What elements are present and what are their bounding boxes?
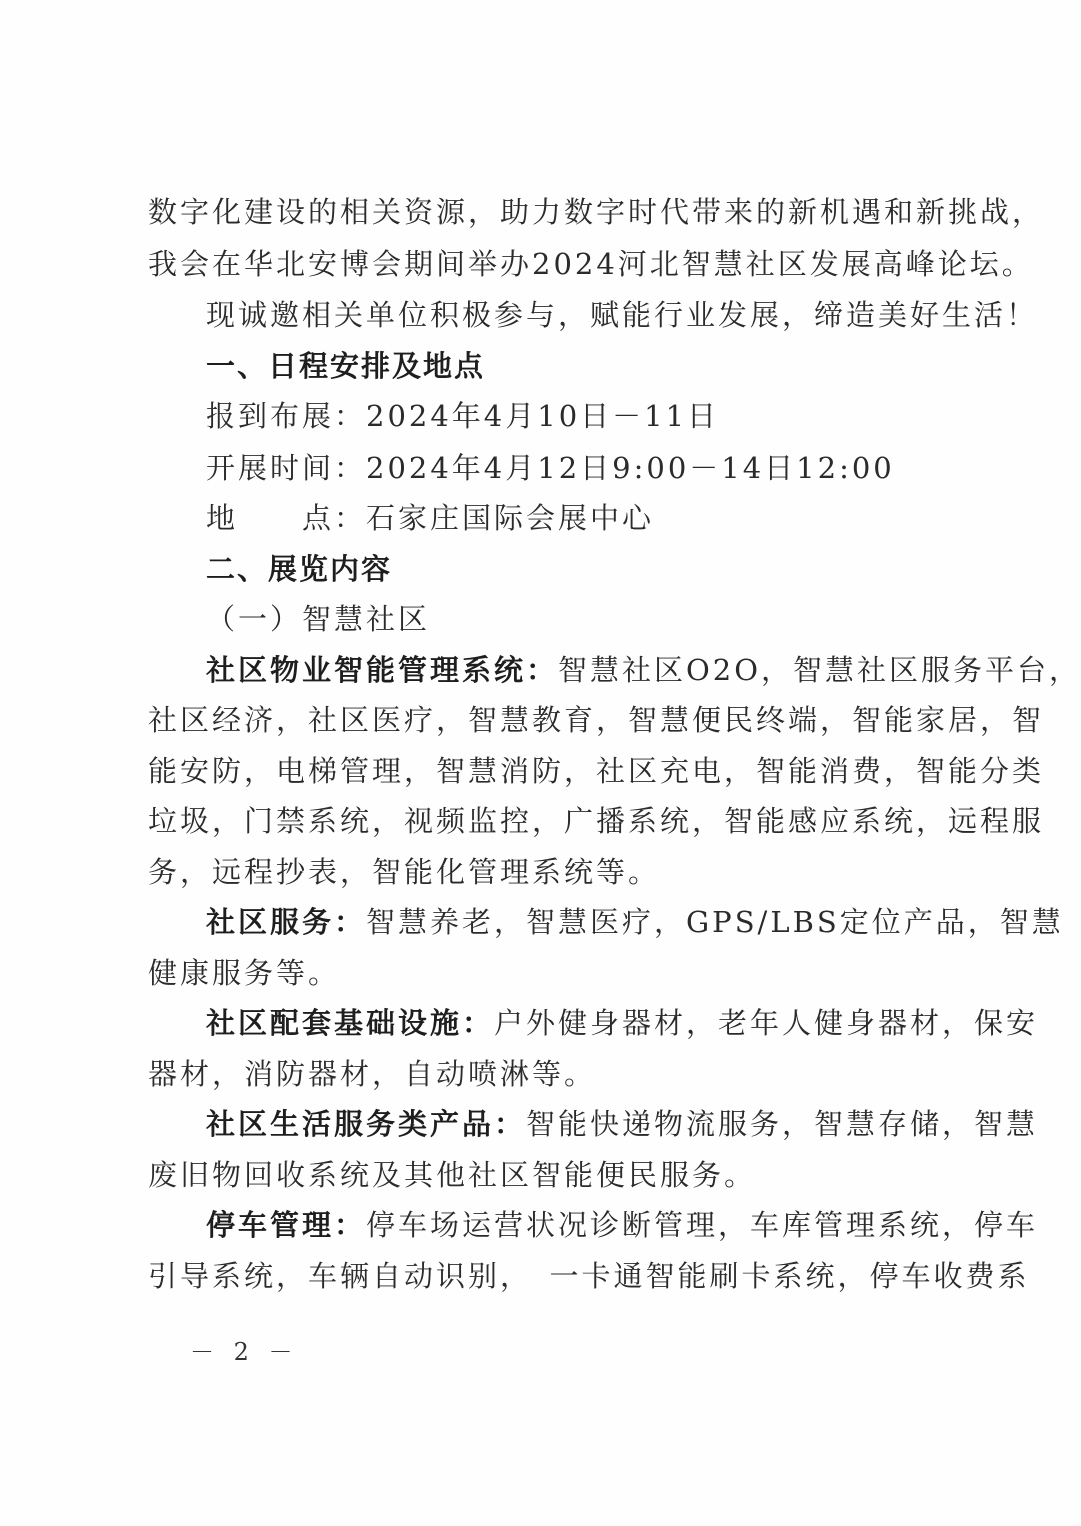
content-item	[206, 1003, 1039, 1043]
item-text: 智能快递物流服务，智慧存储，智慧	[526, 1107, 1039, 1141]
paragraph-line: 务，远程抄表，智能化管理系统等。	[148, 855, 661, 889]
location-line: 地 点：石家庄国际会展中心	[206, 501, 655, 535]
item-lead: 社区服务：	[206, 905, 367, 939]
paragraph-line: 垃圾，门禁系统，视频监控，广播系统，智能感应系统，远程服	[148, 804, 1045, 838]
invitation-line: 现诚邀相关单位积极参与，赋能行业发展，缔造美好生活！	[206, 298, 1039, 332]
item-text: 智慧社区O2O，智慧社区服务平台，	[558, 653, 1081, 687]
subsection-heading: （一）智慧社区	[206, 602, 431, 636]
content-item	[206, 1104, 1039, 1144]
item-text: 户外健身器材，老年人健身器材，保安	[494, 1006, 1039, 1040]
paragraph-line: 数字化建设的相关资源，助力数字时代带来的新机遇和新挑战，	[148, 195, 1045, 229]
paragraph-line: 健康服务等。	[148, 956, 341, 990]
exhibition-time-line: 开展时间：2024年4月12日9:00－14日12:00	[206, 451, 895, 485]
content-item	[206, 650, 1081, 690]
item-text: 停车场运营状况诊断管理，车库管理系统，停车	[366, 1208, 1039, 1242]
page-number: － 2 －	[190, 1338, 299, 1366]
item-lead: 社区配套基础设施：	[206, 1006, 495, 1040]
paragraph-line: 能安防，电梯管理，智慧消防，社区充电，智能消费，智能分类	[148, 754, 1045, 788]
item-lead: 社区生活服务类产品：	[206, 1107, 527, 1141]
section-heading: 一、日程安排及地点	[206, 349, 486, 383]
item-lead: 停车管理：	[206, 1208, 367, 1242]
section-heading: 二、展览内容	[206, 552, 393, 586]
item-lead: 社区物业智能管理系统：	[206, 653, 559, 687]
paragraph-line: 废旧物回收系统及其他社区智能便民服务。	[148, 1158, 757, 1192]
item-text: 智慧养老，智慧医疗，GPS/LBS定位产品，智慧	[366, 905, 1064, 939]
content-item	[206, 902, 1064, 942]
paragraph-line: 器材，消防器材，自动喷淋等。	[148, 1057, 597, 1091]
paragraph-line: 社区经济，社区医疗，智慧教育，智慧便民终端，智能家居，智	[148, 703, 1045, 737]
registration-line: 报到布展：2024年4月10日－11日	[206, 399, 720, 433]
paragraph-line: 我会在华北安博会期间举办2024河北智慧社区发展高峰论坛。	[148, 247, 1034, 281]
paragraph-line: 引导系统，车辆自动识别， 一卡通智能刷卡系统，停车收费系	[148, 1259, 1030, 1293]
content-item	[206, 1205, 1039, 1245]
